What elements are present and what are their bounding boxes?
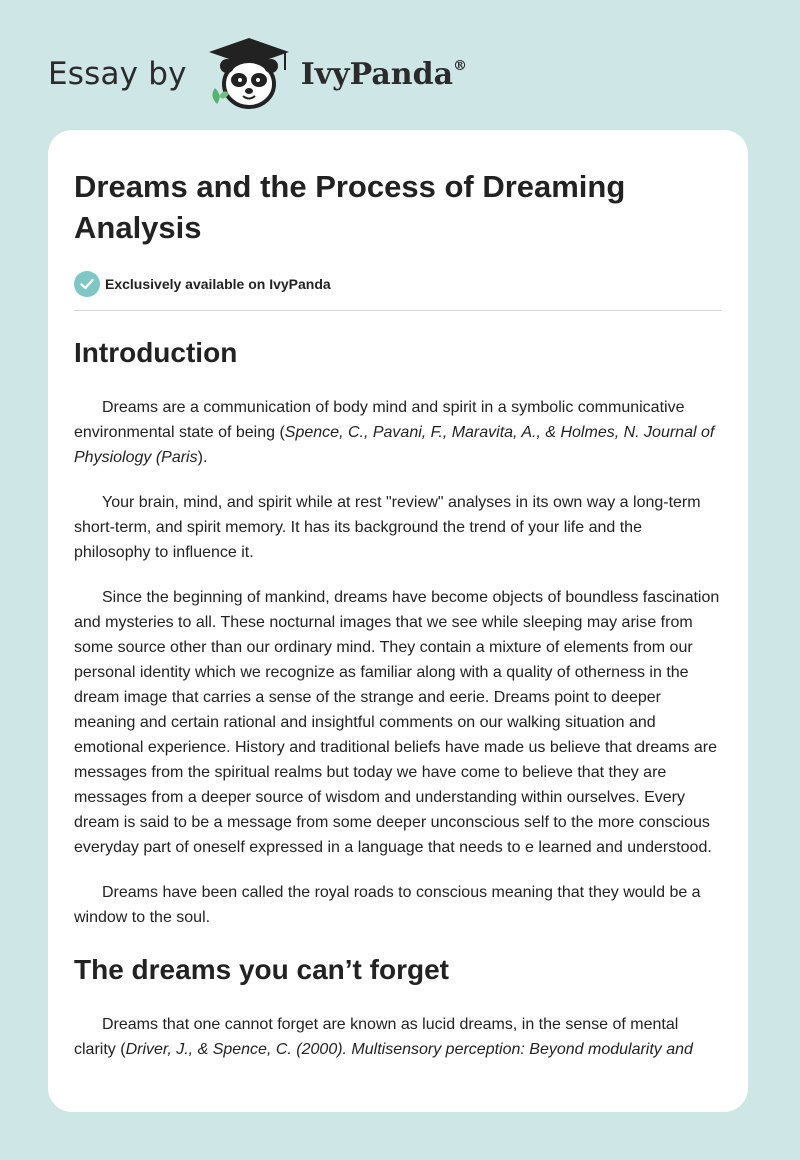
paragraph: Dreams have been called the royal roads to conscious meaning that they would be a window to the soul. (74, 884, 701, 926)
paragraph: Your brain, mind, and spirit while at rest "review" analyses in its own way a long-term short-term, and spirit memory. It has its background the trend of your life and the philosophy to influence it. (74, 494, 701, 561)
paragraph: Dreams are a communication of body mind and spirit in a symbolic communicative environmental state of being (Spence, C., Pavani, F., Maravita, A., & Holmes, N. Journal of Physiology (Paris). (74, 399, 715, 466)
brand-logo-text[interactable]: IvyPanda® (300, 56, 468, 92)
essay-title: Dreams and the Process of Dreaming Analysis (74, 169, 626, 245)
panda-graduation-cap-icon[interactable] (205, 36, 293, 112)
citation: Driver, J., & Spence, C. (2000). Multisensory perception: Beyond modularity and (125, 1041, 693, 1058)
citation: Spence, C., Pavani, F., Maravita, A., & Holmes, N. Journal of Physiology (Paris (74, 424, 715, 466)
divider (74, 310, 722, 311)
essay-by-label: Essay by (48, 56, 187, 92)
site-header (48, 34, 467, 114)
section-heading-dreams-you-cant-forget: The dreams you can’t forget (74, 954, 449, 985)
exclusive-label: Exclusively available on IvyPanda (105, 276, 331, 292)
check-icon (74, 271, 100, 297)
exclusive-badge (74, 270, 722, 298)
paragraph: Dreams that one cannot forget are known as lucid dreams, in the sense of mental clarity (Driver, J., & Spence, C. (2000). Multisensory perception: Beyond modularity and (74, 1016, 693, 1058)
paragraph: Since the beginning of mankind, dreams have become objects of boundless fascination and mysteries to all. These nocturnal images that we see while sleeping may arise from some source other than our ordinary mind. They contain a mixture of elements from our personal identity which we recognize as familiar along with a quality of otherness in the dream image that carries a sense of the strange and eerie. Dreams point to deeper meaning and certain rational and insightful comments on our walking situation and emotional experience. History and traditional beliefs have made us believe that dreams are messages from the spiritual realms but today we have come to believe that they are messages from a deeper source of wisdom and understanding within ourselves. Every dream is said to be a message from some deeper unconscious self to the more conscious everyday part of oneself expressed in a language that needs to e learned and understood. (74, 589, 720, 856)
essay-card (48, 130, 748, 1112)
section-heading-introduction: Introduction (74, 337, 238, 368)
